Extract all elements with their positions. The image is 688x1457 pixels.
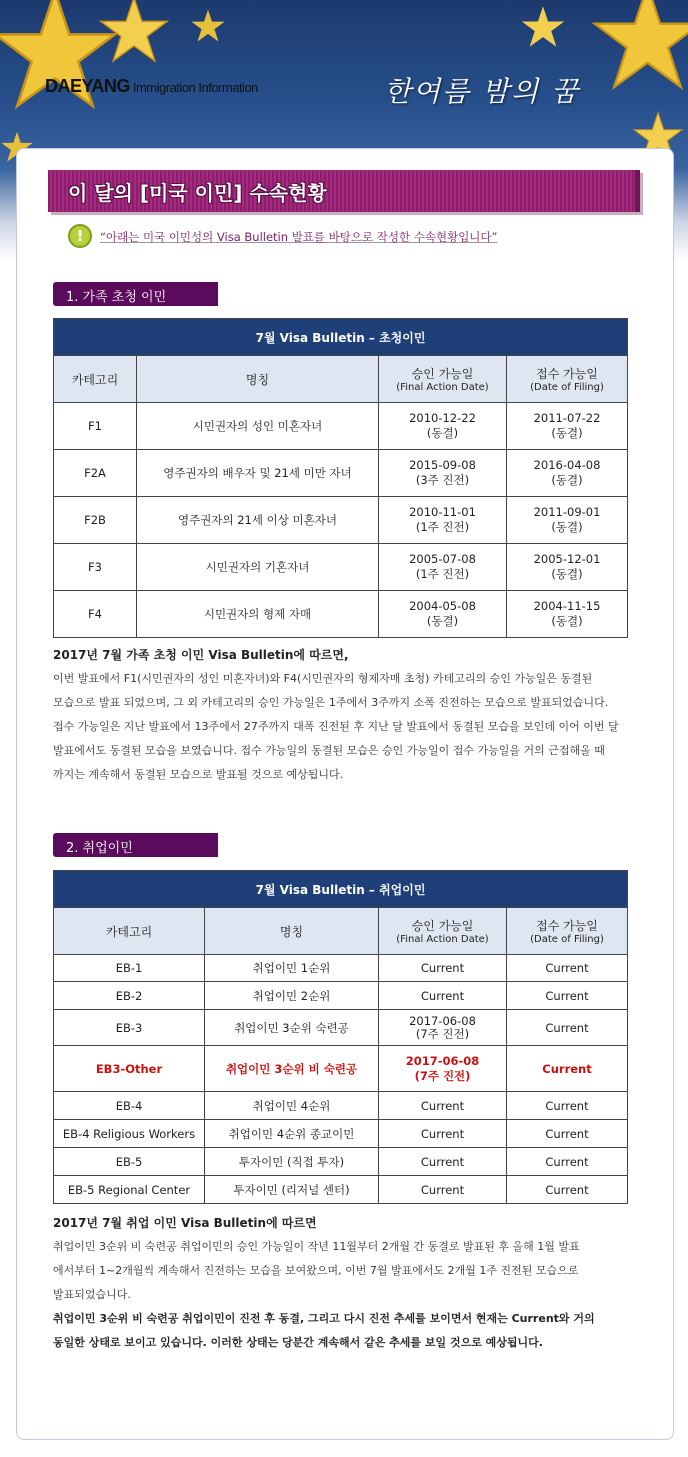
brand-logo: [45, 76, 258, 97]
section-label-employment: 2. 취업이민: [53, 833, 218, 857]
table-row: [54, 1010, 628, 1046]
cell-category: EB3-Other: [54, 1046, 205, 1092]
summary-line: 모습으로 발표 되었으며, 그 외 카테고리의 승인 가능일은 1주에서 3주까지 소폭 진전하는 모습으로 발표되었습니다.: [53, 696, 609, 709]
star-icon: [520, 4, 566, 50]
header-sublabel: (Final Action Date): [396, 382, 489, 393]
cell-final-action: Current: [379, 1176, 507, 1204]
cell-category: EB-3: [54, 1010, 205, 1046]
cell-filing: Current: [507, 1092, 628, 1120]
date-note: (3주 진전): [415, 473, 470, 487]
family-table: [53, 318, 628, 638]
cell-final-action: [379, 591, 507, 638]
table-row: [54, 497, 628, 544]
cell-final-action: [379, 403, 507, 450]
cell-final-action: Current: [379, 1120, 507, 1148]
cell-filing: [507, 591, 628, 638]
table-row: [54, 1176, 628, 1204]
col-header-category: 카테고리: [54, 356, 137, 403]
date: 2005-07-08: [409, 552, 476, 566]
table-row: [54, 982, 628, 1010]
date: 2015-09-08: [409, 458, 476, 472]
date-note: (동결): [551, 614, 583, 628]
summary-line: 에서부터 1~2개월씩 계속해서 진전하는 모습을 보여왔으며, 이번 7월 발표에서도 2개월 1주 진전된 모습으로: [53, 1264, 579, 1277]
cell-final-action: Current: [379, 1148, 507, 1176]
table-row: [54, 1120, 628, 1148]
cell-name: 취업이민 3순위 비 숙련공: [205, 1046, 379, 1092]
summary-line: 까지는 계속해서 동결된 모습으로 발표될 것으로 예상됩니다.: [53, 768, 344, 781]
cell-category: EB-2: [54, 982, 205, 1010]
star-icon: [190, 8, 226, 44]
page-title-bar: [48, 170, 640, 212]
notice-text: “아래는 미국 이민성의 Visa Bulletin 발표를 바탕으로 작성한 수속현황입니다”: [100, 230, 498, 244]
cell-category: EB-1: [54, 955, 205, 982]
cell-filing: Current: [507, 955, 628, 982]
date-note: (1주 진전): [415, 567, 470, 581]
cell-filing: Current: [507, 1176, 628, 1204]
date: 2004-05-08: [409, 599, 476, 613]
cell-name: 투자이민 (직접 투자): [205, 1148, 379, 1176]
date: 2017-06-08: [405, 1053, 480, 1068]
date-note: (7주 진전): [414, 1068, 471, 1083]
cell-name: 시민권자의 형제 자매: [137, 591, 379, 638]
cell-category: EB-4 Religious Workers: [54, 1120, 205, 1148]
col-header-final-action: [379, 908, 507, 955]
banner-title: 한여름 밤의 꿈: [384, 75, 581, 108]
date-note: (동결): [551, 520, 583, 534]
summary-lead: 2017년 7월 가족 초청 이민 Visa Bulletin에 따르면,: [53, 648, 349, 662]
summary-bold-line: 취업이민 3순위 비 숙련공 취업이민이 진전 후 동결, 그리고 다시 진전 추세를 보이면서 현재는 Current와 거의: [53, 1312, 595, 1325]
header-label: 접수 가능일: [536, 919, 598, 933]
cell-category: F2B: [54, 497, 137, 544]
summary-line: 발표되었습니다.: [53, 1288, 131, 1301]
cell-final-action: Current: [379, 982, 507, 1010]
page-title: 이 달의 [미국 이민] 수속현황: [68, 181, 327, 205]
date-note: (1주 진전): [415, 520, 470, 534]
date: 2010-11-01: [409, 505, 476, 519]
date-note: (동결): [551, 426, 583, 440]
cell-name: 취업이민 3순위 숙련공: [205, 1010, 379, 1046]
header-sublabel: (Date of Filing): [530, 382, 604, 393]
date: 2017-06-08: [409, 1013, 476, 1028]
star-icon: [98, 0, 170, 66]
table-row: [54, 1092, 628, 1120]
summary-lead: 2017년 7월 취업 이민 Visa Bulletin에 따르면: [53, 1216, 317, 1230]
exclamation-icon: !: [68, 224, 92, 248]
cell-category: F3: [54, 544, 137, 591]
col-header-category: 카테고리: [54, 908, 205, 955]
cell-final-action: [379, 544, 507, 591]
cell-final-action: [379, 1046, 507, 1092]
header-label: 승인 가능일: [411, 919, 474, 933]
col-header-final-action: [379, 356, 507, 403]
table-row: [54, 1148, 628, 1176]
cell-filing: [507, 403, 628, 450]
cell-name: 영주권자의 21세 이상 미혼자녀: [137, 497, 379, 544]
cell-category: EB-5 Regional Center: [54, 1176, 205, 1204]
cell-final-action: [379, 450, 507, 497]
cell-name: 투자이민 (리저널 센터): [205, 1176, 379, 1204]
cell-name: 취업이민 1순위: [205, 955, 379, 982]
family-summary: [53, 643, 643, 787]
cell-name: 시민권자의 성인 미혼자녀: [137, 403, 379, 450]
col-header-name: 명칭: [205, 908, 379, 955]
cell-name: 영주권자의 배우자 및 21세 미만 자녀: [137, 450, 379, 497]
table-row: [54, 591, 628, 638]
brand-name: DAEYANG: [45, 76, 130, 96]
summary-line: 이번 발표에서 F1(시민권자의 성인 미혼자녀)와 F4(시민권자의 형제자매 초청) 카테고리의 승인 가능일은 동결된: [53, 672, 593, 685]
cell-name: 취업이민 4순위: [205, 1092, 379, 1120]
header-label: 승인 가능일: [411, 367, 474, 381]
date-note: (동결): [426, 614, 459, 628]
table-row-highlight: [54, 1046, 628, 1092]
cell-final-action: [379, 1010, 507, 1046]
date-note: (동결): [426, 426, 459, 440]
star-icon: [590, 0, 688, 95]
table-row: [54, 450, 628, 497]
col-header-filing: [507, 908, 628, 955]
summary-line: 취업이민 3순위 비 숙련공 취업이민의 승인 가능일이 작년 11월부터 2개월 간 동결로 발표된 후 올해 1월 발표: [53, 1240, 580, 1253]
employment-table: [53, 870, 628, 1204]
employment-summary: [53, 1211, 643, 1355]
table-caption: 7월 Visa Bulletin – 취업이민: [54, 871, 628, 908]
table-row: [54, 403, 628, 450]
table-caption: 7월 Visa Bulletin – 초청이민: [54, 319, 628, 356]
summary-bold-line: 동일한 상태로 보이고 있습니다. 이러한 상태는 당분간 계속해서 같은 추세를 보일 것으로 예상됩니다.: [53, 1336, 543, 1349]
date: 2005-12-01: [533, 552, 601, 566]
table-row: [54, 955, 628, 982]
cell-final-action: Current: [379, 955, 507, 982]
brand-subtitle: Immigration Information: [132, 80, 258, 95]
cell-filing: Current: [507, 1148, 628, 1176]
date: 2011-09-01: [533, 505, 601, 519]
cell-category: EB-5: [54, 1148, 205, 1176]
section-label-family: 1. 가족 초청 이민: [53, 282, 218, 306]
cell-final-action: [379, 497, 507, 544]
cell-name: 시민권자의 기혼자녀: [137, 544, 379, 591]
cell-category: F4: [54, 591, 137, 638]
summary-line: 접수 가능일은 지난 발표에서 13주에서 27주까지 대폭 진전된 후 지난 달 발표에서 동결된 모습을 보인데 이어 이번 달: [53, 720, 619, 733]
cell-name: 취업이민 4순위 종교이민: [205, 1120, 379, 1148]
cell-final-action: Current: [379, 1092, 507, 1120]
col-header-filing: [507, 356, 628, 403]
header-sublabel: (Date of Filing): [530, 934, 604, 945]
header-sublabel: (Final Action Date): [396, 934, 489, 945]
col-header-name: 명칭: [137, 356, 379, 403]
date-note: (7주 진전): [415, 1026, 470, 1041]
cell-filing: Current: [507, 982, 628, 1010]
cell-name: 취업이민 2순위: [205, 982, 379, 1010]
date-note: (동결): [551, 473, 583, 487]
summary-line: 발표에서도 동결된 모습을 보였습니다. 접수 가능일의 동결된 모습은 승인 가능일이 접수 가능일을 거의 근접해올 때: [53, 744, 605, 757]
cell-category: EB-4: [54, 1092, 205, 1120]
date: 2016-04-08: [533, 458, 601, 472]
table-row: [54, 544, 628, 591]
date: 2004-11-15: [533, 599, 601, 613]
date-note: (동결): [551, 567, 583, 581]
header-label: 접수 가능일: [536, 367, 598, 381]
date: 2011-07-22: [533, 411, 601, 425]
cell-category: F2A: [54, 450, 137, 497]
cell-filing: [507, 450, 628, 497]
cell-filing: Current: [507, 1120, 628, 1148]
cell-filing: Current: [507, 1010, 628, 1046]
cell-filing: Current: [507, 1046, 628, 1092]
cell-category: F1: [54, 403, 137, 450]
cell-filing: [507, 544, 628, 591]
date: 2010-12-22: [409, 411, 476, 425]
cell-filing: [507, 497, 628, 544]
